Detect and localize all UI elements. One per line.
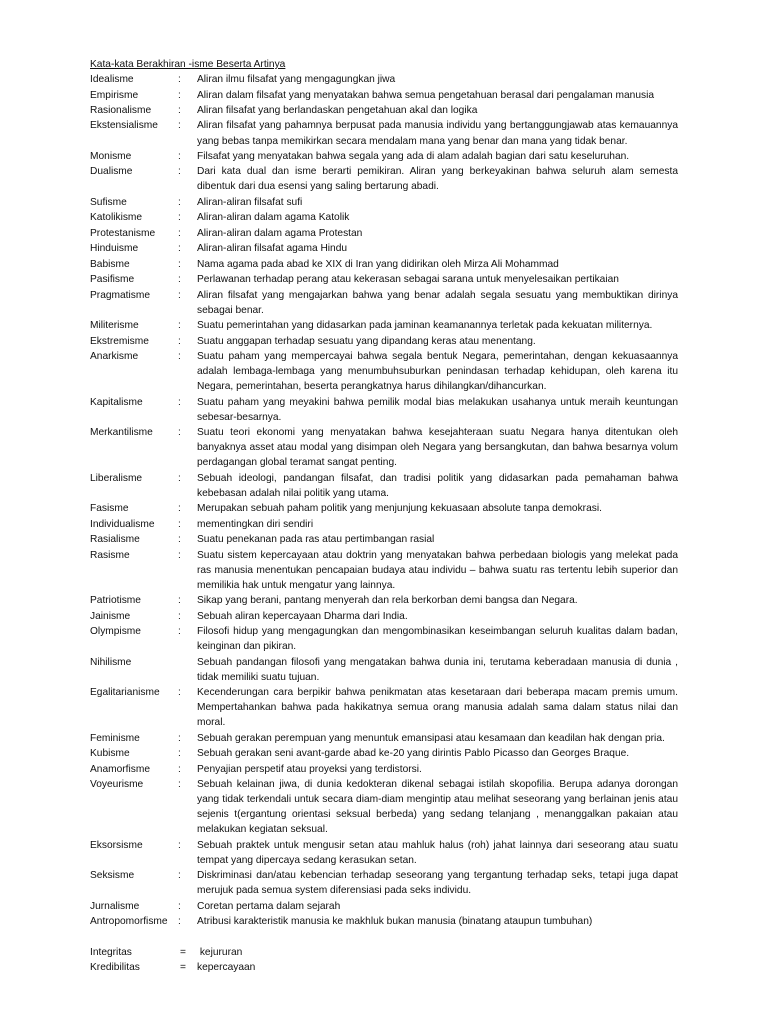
- glossary-entry: [90, 425, 678, 470]
- entry-term: Jainisme: [90, 610, 131, 622]
- glossary-entry: [90, 899, 678, 914]
- glossary-entry: [90, 655, 678, 685]
- entry-definition: Sikap yang berani, pantang menyerah dan rela berkorban demi bangsa dan Negara.: [197, 595, 578, 607]
- entry-definition: Sebuah ideologi, pandangan filsafat, dan tradisi politik yang didasarkan pada pemahaman bahwa kebebasan adalah nilai politik yang utama.: [197, 472, 678, 499]
- glossary-entry: [90, 318, 678, 333]
- entry-term: Liberalisme: [90, 472, 143, 484]
- glossary-entry: [90, 501, 678, 516]
- glossary-entry: [90, 471, 678, 501]
- entry-term: Merkantilisme: [90, 427, 153, 439]
- entry-definition: Aliran ilmu filsafat yang mengagungkan jiwa: [197, 74, 396, 86]
- entry-definition: Suatu sistem kepercayaan atau doktrin yang menyatakan bahwa perbedaan biologis yang melekat pada ras manusia menentukan pencapaian budaya atau individu – bahwa suatu ras tertentu lebih superior dan memilikia hak untuk mengatur yang lainnya.: [197, 549, 678, 591]
- extra-term: Kredibilitas: [90, 961, 140, 973]
- entry-colon: :: [178, 335, 181, 347]
- entry-colon: :: [178, 916, 181, 928]
- entry-definition: Atribusi karakteristik manusia ke makhluk bukan manusia (binatang ataupun tumbuhan): [197, 916, 593, 928]
- entry-colon: :: [178, 610, 181, 622]
- entry-colon: :: [178, 396, 181, 408]
- glossary-entry: [90, 334, 678, 349]
- entry-colon: :: [178, 732, 181, 744]
- entry-definition: Sebuah praktek untuk mengusir setan atau mahluk halus (roh) jahat lainnya dari seseorang atau suatu tempat yang dipercaya sedang kerasukan setan.: [197, 839, 678, 866]
- entry-term: Patriotisme: [90, 595, 141, 607]
- entry-term: Anarkisme: [90, 350, 139, 362]
- entry-definition: Aliran-aliran filsafat agama Hindu: [197, 243, 348, 255]
- entry-colon: :: [178, 900, 181, 912]
- glossary-entry: [90, 914, 678, 929]
- entry-term: Fasisme: [90, 503, 129, 515]
- glossary-entry: [90, 532, 678, 547]
- entry-colon: :: [178, 74, 181, 86]
- entry-colon: :: [178, 350, 181, 362]
- entry-term: Ekstremisme: [90, 335, 149, 347]
- equals-sign: =: [180, 961, 186, 973]
- extra-definition: kejururan: [197, 946, 243, 958]
- entry-term: Rasisme: [90, 549, 130, 561]
- entry-definition: Aliran dalam filsafat yang menyatakan bahwa semua pengetahuan berasal dari pengalaman manusia: [197, 89, 655, 101]
- glossary-entry: [90, 395, 678, 425]
- entry-term: Olympisme: [90, 626, 141, 638]
- extra-entry: [90, 945, 678, 960]
- entry-term: Militerisme: [90, 320, 139, 332]
- glossary-entry: [90, 88, 678, 103]
- entry-term: Antropomorfisme: [90, 916, 168, 928]
- entry-colon: :: [178, 595, 181, 607]
- glossary-entry: [90, 241, 678, 256]
- entry-definition: Sebuah gerakan perempuan yang menuntuk emansipasi atau kesamaan dan keadilan hak dengan pria.: [197, 732, 665, 744]
- entry-definition: Filosofi hidup yang mengagungkan dan mengombinasikan keseimbangan seluruh kualitas dalam badan, keinginan dan pikiran.: [197, 626, 678, 653]
- entry-definition: mementingkan diri sendiri: [197, 518, 314, 530]
- entry-colon: :: [178, 89, 181, 101]
- entry-term: Pasifisme: [90, 274, 135, 286]
- glossary-entry: [90, 731, 678, 746]
- glossary-entry: [90, 72, 678, 87]
- entry-definition: Penyajian perspetif atau proyeksi yang terdistorsi.: [197, 763, 422, 775]
- entry-colon: [178, 655, 197, 685]
- entry-term: Dualisme: [90, 166, 133, 178]
- entry-term: Katolikisme: [90, 212, 143, 224]
- entry-colon: :: [178, 549, 181, 561]
- entry-colon: :: [178, 763, 181, 775]
- entry-term: Eksorsisme: [90, 839, 143, 851]
- glossary-list: [90, 72, 678, 929]
- glossary-entry: [90, 746, 678, 761]
- entry-term: Individualisme: [90, 518, 155, 530]
- entry-term: Monisme: [90, 150, 132, 162]
- glossary-entry: [90, 593, 678, 608]
- entry-colon: :: [178, 258, 181, 270]
- entry-colon: :: [178, 196, 181, 208]
- entry-colon: :: [178, 120, 181, 132]
- equals-sign: =: [180, 946, 186, 958]
- glossary-entry: [90, 272, 678, 287]
- glossary-entry: [90, 149, 678, 164]
- entry-term: Idealisme: [90, 74, 134, 86]
- entry-definition: Dari kata dual dan isme berarti pemikiran. Aliran yang berkeyakinan bahwa seluruh alam semesta dibentuk dari dua esensi yang saling bertarung abadi.: [197, 166, 678, 193]
- entry-term: Nihilisme: [90, 656, 132, 668]
- extra-entry: [90, 960, 678, 975]
- glossary-entry: [90, 210, 678, 225]
- extra-definition: kepercayaan: [197, 961, 256, 973]
- document-body: [90, 57, 678, 975]
- entry-colon: :: [178, 503, 181, 515]
- entry-definition: Sebuah aliran kepercayaan Dharma dari India.: [197, 610, 408, 622]
- entry-term: Sufisme: [90, 196, 127, 208]
- glossary-entry: [90, 103, 678, 118]
- entry-colon: :: [178, 518, 181, 530]
- entry-definition: Merupakan sebuah paham politik yang menjunjung kekuasaan absolute tanpa demokrasi.: [197, 503, 602, 515]
- entry-definition: Perlawanan terhadap perang atau kekerasan sebagai sarana untuk menyelesaikan pertikaian: [197, 274, 619, 286]
- entry-term: Feminisme: [90, 732, 140, 744]
- entry-definition: Aliran-aliran dalam agama Protestan: [197, 227, 363, 239]
- entry-colon: :: [178, 534, 181, 546]
- entry-definition: Sebuah gerakan seni avant-garde abad ke-20 yang dirintis Pablo Picasso dan Georges Braque.: [197, 748, 630, 760]
- entry-definition: Coretan pertama dalam sejarah: [197, 900, 341, 912]
- entry-definition: Aliran-aliran dalam agama Katolik: [197, 212, 350, 224]
- entry-definition: Diskriminasi dan/atau kebencian terhadap seseorang yang tergantung terhadap seks, tetapi juga dapat merujuk pada semua system diferensiasi pada seks individu.: [197, 870, 678, 897]
- entry-definition: Aliran filsafat yang pahamnya berpusat pada manusia individu yang bertanggungjawab atas kemauannya yang bebas tanpa memikirkan secara mendalam mana yang benar dan mana yang tidak benar.: [197, 120, 678, 147]
- entry-colon: :: [178, 320, 181, 332]
- entry-colon: :: [178, 779, 181, 791]
- glossary-entry: [90, 164, 678, 194]
- entry-term: Egalitarianisme: [90, 687, 160, 699]
- entry-term: Pragmatisme: [90, 289, 151, 301]
- glossary-entry: [90, 349, 678, 394]
- entry-colon: :: [178, 839, 181, 851]
- entry-term: Hinduisme: [90, 243, 139, 255]
- entry-term: Rasionalisme: [90, 104, 152, 116]
- entry-definition: Aliran filsafat yang mengajarkan bahwa yang benar adalah segala sesuatu yang membuktikan dirinya sebagai benar.: [197, 289, 678, 316]
- entry-definition: Suatu paham yang meyakini bahwa pemilik modal bias melakukan usahanya untuk meraih keuntungan sebesar-besarnya.: [197, 396, 678, 423]
- glossary-entry: [90, 288, 678, 318]
- entry-term: Babisme: [90, 258, 130, 270]
- glossary-entry: [90, 548, 678, 593]
- entry-definition: Suatu pemerintahan yang didasarkan pada jaminan keamanannya terletak pada kekuatan militernya.: [197, 320, 653, 332]
- glossary-entry: [90, 624, 678, 654]
- entry-term: Rasialisme: [90, 534, 140, 546]
- glossary-entry: [90, 195, 678, 210]
- entry-term: Empirisme: [90, 89, 139, 101]
- entry-colon: :: [178, 150, 181, 162]
- glossary-entry: [90, 685, 678, 730]
- entry-colon: :: [178, 427, 181, 439]
- extra-term: Integritas: [90, 946, 132, 958]
- entry-definition: Suatu anggapan terhadap sesuatu yang dipandang keras atau menentang.: [197, 335, 536, 347]
- glossary-entry: [90, 257, 678, 272]
- entry-term: Jurnalisme: [90, 900, 140, 912]
- entry-colon: :: [178, 227, 181, 239]
- entry-term: Seksisme: [90, 870, 135, 882]
- entry-colon: :: [178, 243, 181, 255]
- glossary-entry: [90, 517, 678, 532]
- entry-term: Kubisme: [90, 748, 130, 760]
- glossary-entry: [90, 838, 678, 868]
- page-title: Kata-kata Berakhiran -isme Beserta Artinya: [90, 59, 286, 70]
- extra-list: [90, 945, 678, 975]
- entry-definition: Filsafat yang menyatakan bahwa segala yang ada di alam adalah bagian dari satu keseluruhan.: [197, 150, 630, 162]
- entry-definition: Aliran filsafat yang berlandaskan pengetahuan akal dan logika: [197, 104, 478, 116]
- entry-definition: Suatu penekanan pada ras atau pertimbangan rasial: [197, 534, 435, 546]
- glossary-entry: [90, 868, 678, 898]
- entry-definition: Suatu paham yang mempercayai bahwa segala bentuk Negara, pemerintahan, dengan kekuasaannya adalah lembaga-lembaga yang menumbuhsuburkan penindasan terhadap kehidupan, oleh karena itu Negara, pemerintahan, beserta perangkatnya harus dihilangkan/dihancurkan.: [197, 350, 678, 393]
- entry-colon: :: [178, 870, 181, 882]
- entry-definition: Sebuah pandangan filosofi yang mengatakan bahwa dunia ini, terutama keberadaan manusia di dunia , tidak memiliki suatu tujuan.: [197, 656, 678, 683]
- entry-colon: :: [178, 274, 181, 286]
- glossary-entry: [90, 609, 678, 624]
- entry-colon: :: [178, 472, 181, 484]
- glossary-entry: [90, 118, 678, 148]
- entry-term: Ekstensialisme: [90, 120, 158, 132]
- entry-colon: :: [178, 687, 181, 699]
- entry-colon: :: [178, 626, 181, 638]
- entry-colon: :: [178, 748, 181, 760]
- glossary-entry: [90, 762, 678, 777]
- entry-term: Anamorfisme: [90, 763, 151, 775]
- glossary-entry: [90, 777, 678, 837]
- entry-definition: Sebuah kelainan jiwa, di dunia kedokteran dikenal sebagai istilah skopofilia. Berupa adanya dorongan yang tidak terkendali untuk secara diam-diam mengintip atau melihat seseorang yang berlainan jenis atau sejenis t(ergantung orientasi seksual berbeda) yang sedang telanjang , menanggalkan pakaian atau melakukan kegiatan seksual.: [197, 779, 678, 836]
- entry-term: Kapitalisme: [90, 396, 143, 408]
- entry-definition: Kecenderungan cara berpikir bahwa penikmatan atas kesetaraan dari beberapa macam premis umum. Mempertahankan bahwa pada hakikatnya semua orang manusia adalah sama dalam status nilai dan moral.: [197, 687, 678, 729]
- entry-colon: :: [178, 212, 181, 224]
- entry-definition: Nama agama pada abad ke XIX di Iran yang didirikan oleh Mirza Ali Mohammad: [197, 258, 559, 270]
- entry-term: Voyeurisme: [90, 779, 144, 791]
- entry-definition: Suatu teori ekonomi yang menyatakan bahwa kesejahteraan suatu Negara hanya ditentukan oleh banyaknya asset atau modal yang disimpan oleh Negara yang bersangkutan, dan bahwa besarnya volum perdagangan global teramat sangat penting.: [197, 427, 678, 469]
- entry-definition: Aliran-aliran filsafat sufi: [197, 196, 303, 208]
- entry-colon: :: [178, 104, 181, 116]
- spacer: [90, 930, 678, 945]
- entry-colon: :: [178, 166, 181, 178]
- entry-colon: :: [178, 289, 181, 301]
- entry-term: Protestanisme: [90, 227, 156, 239]
- glossary-entry: [90, 226, 678, 241]
